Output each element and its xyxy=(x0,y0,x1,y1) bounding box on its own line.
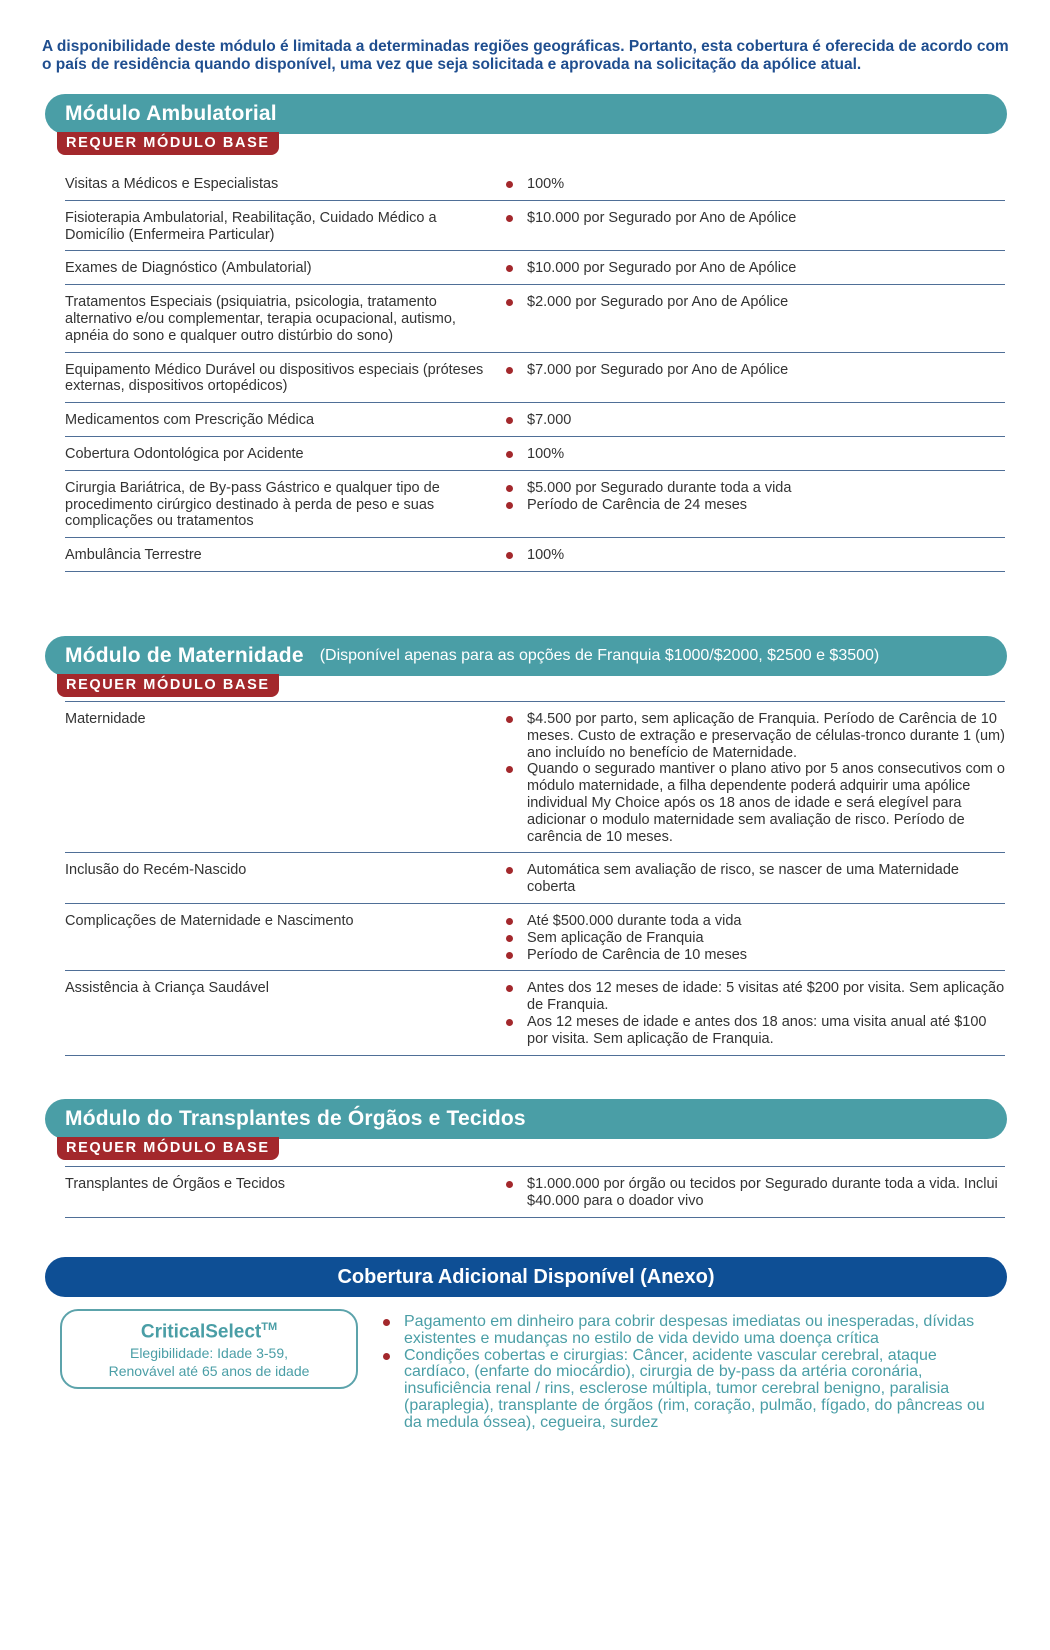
benefit-values xyxy=(505,913,1005,963)
benefit-value: $1.000.000 por órgão ou tecidos por Segurado durante toda a vida. Inclui $40.000 para o doador vivo xyxy=(505,1176,1005,1210)
benefit-value: $4.500 por parto, sem aplicação de Franquia. Período de Carência de 10 meses. Custo de extração e preservação de células-tronco durante 1 (um) ano incluído no benefício de Maternidade. xyxy=(505,711,1005,761)
module-title: Módulo Ambulatorial xyxy=(65,102,277,125)
benefit-value: 100% xyxy=(505,176,1005,193)
table-row xyxy=(65,471,1005,538)
benefit-values xyxy=(505,446,1005,463)
benefit-label: Assistência à Criança Saudável xyxy=(65,980,269,997)
benefit-values xyxy=(505,547,1005,564)
table-row xyxy=(65,437,1005,471)
benefit-value: $10.000 por Segurado por Ano de Apólice xyxy=(505,260,1005,277)
benefit-value: 100% xyxy=(505,446,1005,463)
benefit-value: Sem aplicação de Franquia xyxy=(505,930,1005,947)
module-header xyxy=(45,1099,1007,1139)
benefit-value: Antes dos 12 meses de idade: 5 visitas até $200 por visita. Sem aplicação de Franquia. xyxy=(505,980,1005,1014)
benefit-label: Visitas a Médicos e Especialistas xyxy=(65,176,279,192)
benefit-value: $10.000 por Segurado por Ano de Apólice xyxy=(505,210,1005,227)
benefit-label: Complicações de Maternidade e Nascimento xyxy=(65,912,354,929)
benefit-value: Período de Carência de 24 meses xyxy=(505,497,1005,514)
table-row xyxy=(65,167,1005,201)
benefit-table xyxy=(65,167,1005,572)
product-eligibility: Elegibilidade: Idade 3-59, xyxy=(129,1345,288,1362)
benefit-label: Ambulância Terrestre xyxy=(65,547,202,564)
table-row xyxy=(65,1166,1005,1218)
module-header xyxy=(45,94,1007,134)
benefit-value: $7.000 por Segurado por Ano de Apólice xyxy=(505,362,1005,379)
benefit-value: Aos 12 meses de idade e antes dos 18 anos: uma visita anual até $100 por visita. Sem aplicação de Franquia. xyxy=(505,1014,1005,1048)
module-ambulatorial xyxy=(45,94,1007,572)
benefit-values xyxy=(505,980,1005,1047)
benefit-value: $7.000 xyxy=(505,412,1005,429)
benefit-table xyxy=(65,701,1005,1056)
product-renewal: Renovável até 65 anos de idade xyxy=(108,1363,310,1380)
list-item: Pagamento em dinheiro para cobrir despesas imediatas ou inesperadas, dívidas existentes e mudanças no estilo de vida devido uma doença crítica xyxy=(382,1314,1002,1348)
module-title: Módulo do Transplantes de Órgãos e Tecidos xyxy=(65,1107,526,1130)
criticalselect-box xyxy=(60,1309,358,1389)
table-row xyxy=(65,701,1005,853)
benefit-values xyxy=(505,294,1005,344)
benefit-value: $5.000 por Segurado durante toda a vida xyxy=(505,480,1005,497)
benefit-values xyxy=(505,862,1005,896)
requires-base-badge: REQUER MÓDULO BASE xyxy=(57,674,279,697)
module-maternidade xyxy=(45,636,1007,1056)
module-transplantes xyxy=(45,1099,1007,1218)
requires-base-badge: REQUER MÓDULO BASE xyxy=(57,132,279,155)
benefit-values xyxy=(505,176,1005,193)
additional-coverage-list xyxy=(382,1314,1002,1432)
benefit-value: Período de Carência de 10 meses xyxy=(505,947,1005,964)
table-row xyxy=(65,403,1005,437)
benefit-value: $2.000 por Segurado por Ano de Apólice xyxy=(505,294,1005,311)
benefit-values xyxy=(505,711,1005,845)
benefit-values xyxy=(505,480,1005,530)
benefit-table xyxy=(65,1166,1005,1218)
benefit-label: Fisioterapia Ambulatorial, Reabilitação, Cuidado Médico a Domicílio (Enfermeira Particular) xyxy=(65,209,437,243)
module-note: (Disponível apenas para as opções de Franquia $1000/$2000, $2500 e $3500) xyxy=(319,647,880,664)
trademark-mark: TM xyxy=(261,1321,278,1333)
table-row xyxy=(65,285,1005,352)
table-row xyxy=(65,853,1005,904)
benefit-label: Cirurgia Bariátrica, de By-pass Gástrico e qualquer tipo de procedimento cirúrgico destinado à perda de peso e suas complicações ou tratamentos xyxy=(65,479,440,530)
additional-coverage-header: Cobertura Adicional Disponível (Anexo) xyxy=(45,1257,1007,1297)
table-row xyxy=(65,251,1005,285)
benefit-label: Exames de Diagnóstico (Ambulatorial) xyxy=(65,260,312,277)
benefit-value: Quando o segurado mantiver o plano ativo por 5 anos consecutivos com o módulo maternidade, a filha dependente poderá adquirir uma apólice individual My Choice após os 18 anos de idade e será elegível para adicionar o modulo maternidade sem avaliação de risco. Período de carência de 10 meses. xyxy=(505,761,1005,845)
intro-text: A disponibilidade deste módulo é limitada a determinadas regiões geográficas. Portanto, esta cobertura é oferecida de acordo com o país de residência quando disponível, uma vez que seja solicitada e aprovada na solicitação da apólice atual. xyxy=(42,38,1009,73)
benefit-label: Maternidade xyxy=(65,711,146,727)
module-title: Módulo de Maternidade xyxy=(65,644,304,667)
list-item: Condições cobertas e cirurgias: Câncer, acidente vascular cerebral, ataque cardíaco, (enfarte do miocárdio), cirurgia de by-pass da artéria coronária, insuficiência renal / rins, esclerose múltipla, tumor cerebral benigno, paralisia (paraplegia), transplante de órgãos (rim, coração, pulmão, fígado, do pâncreas ou da medula óssea), cegueira, surdez xyxy=(382,1348,1002,1432)
table-row xyxy=(65,904,1005,971)
module-header xyxy=(45,636,1007,676)
benefit-values xyxy=(505,260,1005,277)
benefit-values xyxy=(505,210,1005,244)
table-row xyxy=(65,538,1005,572)
benefit-value: Até $500.000 durante toda a vida xyxy=(505,913,1005,930)
benefit-label: Cobertura Odontológica por Acidente xyxy=(65,445,304,462)
table-row xyxy=(65,201,1005,252)
table-row xyxy=(65,353,1005,404)
benefit-value: 100% xyxy=(505,547,1005,564)
product-name: CriticalSelect™ xyxy=(140,1321,278,1343)
benefit-values xyxy=(505,412,1005,429)
benefit-label: Medicamentos com Prescrição Médica xyxy=(65,412,315,429)
benefit-value: Automática sem avaliação de risco, se nascer de uma Maternidade coberta xyxy=(505,862,1005,896)
benefit-label: Equipamento Médico Durável ou dispositivos especiais (próteses externas, dispositivos ortopédicos) xyxy=(65,361,484,395)
table-row xyxy=(65,971,1005,1055)
benefit-values xyxy=(505,362,1005,396)
benefit-label: Tratamentos Especiais (psiquiatria, psicologia, tratamento alternativo e/ou complementar, terapia ocupacional, autismo, apnéia do sono e qualquer outro distúrbio do sono) xyxy=(65,294,456,344)
benefit-values xyxy=(505,1176,1005,1210)
benefit-label: Inclusão do Recém-Nascido xyxy=(65,862,247,879)
requires-base-badge: REQUER MÓDULO BASE xyxy=(57,1137,279,1160)
benefit-label: Transplantes de Órgãos e Tecidos xyxy=(65,1176,286,1192)
